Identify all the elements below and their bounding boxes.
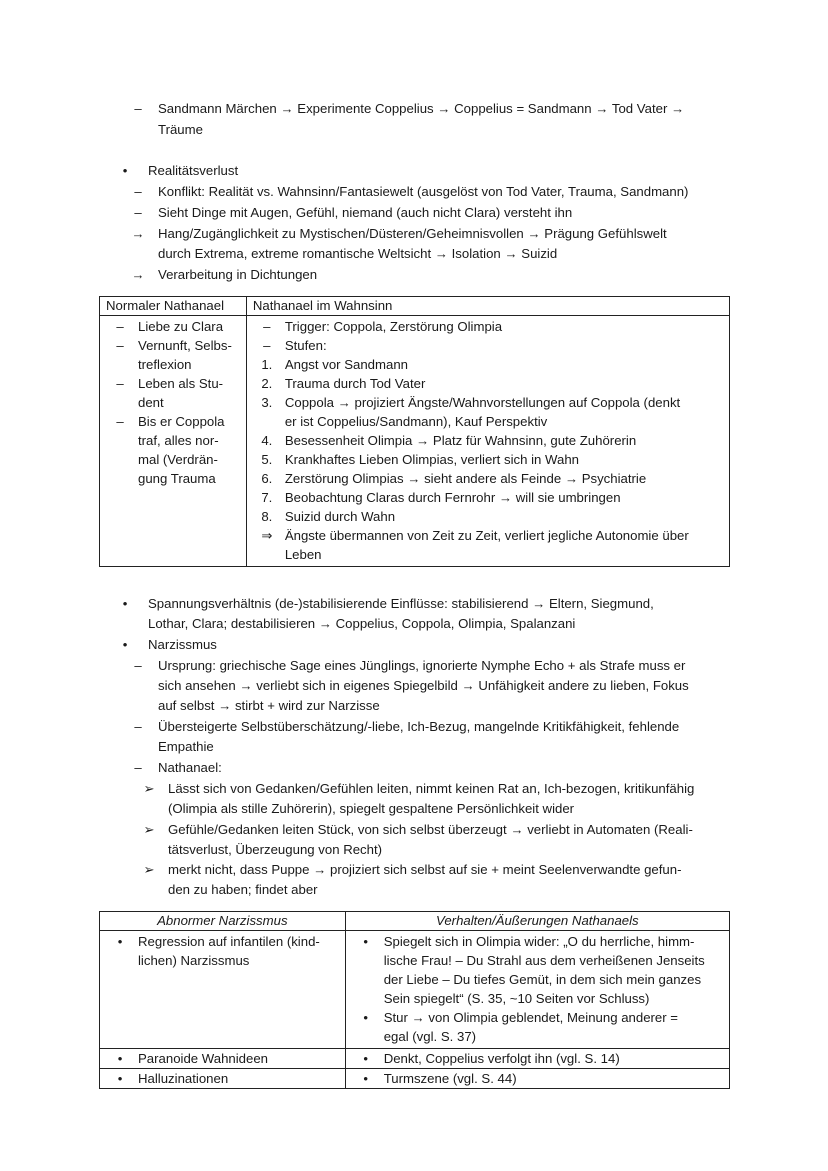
stage-number: 6. (261, 471, 273, 486)
sub-item-cont: tätsverlust, Überzeugung von Recht) (168, 842, 383, 857)
cell-text: Stufen: (284, 338, 327, 353)
list-item: Konflikt: Realität vs. Wahnsinn/Fantasiewelt (ausgelöst von Tod Vater, Trauma, Sandmann) (158, 184, 689, 199)
cell-text: Spiegelt sich in Olimpia wider: „O du herrliche, himm- (383, 934, 695, 949)
dash-marker: – (134, 719, 142, 734)
bullet-marker: • (363, 934, 368, 949)
table-header-row (100, 297, 730, 316)
header-verhalten-nathanaels: Verhalten/Äußerungen Nathanaels (345, 912, 729, 931)
stage-text: Suizid durch Wahn (284, 509, 396, 524)
stage-number: 8. (261, 509, 273, 524)
cell-text: Sein spiegelt“ (S. 35, ~10 Seiten vor Schluss) (383, 991, 650, 1006)
intro-line-2: Träume (158, 122, 203, 137)
sub-item: merkt nicht, dass Puppe → projiziert sich selbst auf sie + meint Seelenverwandte gefun- (168, 862, 682, 877)
cell-right (345, 1049, 729, 1069)
heading-narzissmus: Narzissmus (148, 637, 217, 652)
table-row (100, 931, 730, 1049)
stage-text: Beobachtung Claras durch Fernrohr → will sie umbringen (284, 490, 621, 505)
cell-text: Leben als Stu- (138, 376, 224, 391)
cell-text: lische Frau! – Du Strahl aus dem verheißenen Jenseits (383, 953, 705, 968)
stage-number: 1. (261, 357, 273, 372)
cell-left (100, 1049, 346, 1069)
cell-text: Denkt, Coppelius verfolgt ihn (vgl. S. 14) (383, 1051, 620, 1066)
cell-left (100, 1069, 346, 1089)
cell-text: Liebe zu Clara (138, 319, 224, 334)
conclusion-text: Ängste übermannen von Zeit zu Zeit, verliert jegliche Autonomie über (284, 528, 689, 543)
dash-marker: – (134, 101, 142, 116)
cell-text: Paranoide Wahnideen (138, 1051, 269, 1066)
dash-marker: – (116, 376, 124, 391)
dash-marker: – (263, 319, 271, 334)
arrow-marker-icon: → (131, 226, 145, 241)
cell-text: Trigger: Coppola, Zerstörung Olimpia (284, 319, 503, 334)
stage-number: 5. (261, 452, 273, 467)
table-row (100, 1049, 730, 1069)
sub-item: Gefühle/Gedanken leiten Stück, von sich selbst überzeugt → verliebt in Automaten (Reali- (168, 822, 693, 837)
stage-text: Coppola → projiziert Ängste/Wahnvorstellungen auf Coppola (denkt (284, 395, 681, 410)
dash-marker: – (134, 184, 142, 199)
implies-arrow-icon: ⇒ (261, 528, 273, 543)
cell-text: gung Trauma (138, 471, 216, 486)
cell-left (100, 931, 346, 1049)
cell-right (345, 931, 729, 1049)
ursprung-line: sich ansehen → verliebt sich in eigenes Spiegelbild → Unfähigkeit andere zu lieben, Fokus (158, 678, 689, 693)
spannung-line-2: Lothar, Clara; destabilisieren → Coppelius, Coppola, Olimpia, Spalanzani (148, 616, 576, 631)
selbst-line: Empathie (158, 739, 214, 754)
dash-marker: – (134, 658, 142, 673)
arrow-marker-icon: → (131, 267, 145, 282)
cell-text: Halluzinationen (138, 1071, 229, 1086)
ursprung-line: Ursprung: griechische Sage eines Jünglings, ignorierte Nymphe Echo + als Strafe muss er (158, 658, 686, 673)
stage-number: 2. (261, 376, 273, 391)
stage-text: Krankhaftes Lieben Olimpias, verliert sich in Wahn (284, 452, 580, 467)
table-header-row (100, 912, 730, 931)
table-row (100, 316, 730, 567)
bullet-marker: • (363, 1051, 368, 1066)
nathanael-label: Nathanael: (158, 760, 222, 775)
cell-text: mal (Verdrän- (138, 452, 218, 467)
list-item-cont: durch Extrema, extreme romantische Weltsicht → Isolation → Suizid (158, 246, 558, 261)
cell-text: Bis er Coppola (138, 414, 225, 429)
dash-marker: – (134, 205, 142, 220)
stage-text: Zerstörung Olimpias → sieht andere als Feinde → Psychiatrie (284, 471, 647, 486)
table-row (100, 1069, 730, 1089)
bullet-marker: • (117, 1051, 123, 1066)
arrowhead-bullet-icon: ➢ (143, 822, 155, 837)
ursprung-line: auf selbst → stirbt + wird zur Narzisse (158, 698, 380, 713)
bullet-marker: • (122, 163, 128, 178)
list-item: Sieht Dinge mit Augen, Gefühl, niemand (auch nicht Clara) versteht ihn (158, 205, 573, 220)
dash-marker: – (116, 338, 124, 353)
stage-text: Trauma durch Tod Vater (284, 376, 426, 391)
stage-text: Besessenheit Olimpia → Platz für Wahnsinn, gute Zuhörerin (284, 433, 637, 448)
header-normaler-nathanael: Normaler Nathanael (100, 297, 247, 316)
selbst-line: Übersteigerte Selbstüberschätzung/-liebe, Ich-Bezug, mangelnde Kritikfähigkeit, fehlende (158, 719, 680, 734)
cell-right (345, 1069, 729, 1089)
sub-item: Lässt sich von Gedanken/Gefühlen leiten, nimmt keinen Rat an, Ich-bezogen, kritikunfähig (168, 781, 695, 796)
cell-text: der Liebe – Du tiefes Gemüt, in dem sich mein ganzes (383, 972, 702, 987)
dash-marker: – (116, 319, 124, 334)
conclusion-text-cont: Leben (284, 547, 322, 562)
bullet-marker: • (117, 1071, 123, 1086)
heading-realitaetsverlust: Realitätsverlust (148, 163, 239, 178)
cell-text: treflexion (138, 357, 192, 372)
stage-number: 3. (261, 395, 273, 410)
table-nathanael-zustaende (99, 296, 730, 567)
cell-text: lichen) Narzissmus (138, 953, 250, 968)
dash-marker: – (134, 760, 142, 775)
cell-text: traf, alles nor- (138, 433, 219, 448)
header-abnormer-narzissmus: Abnormer Narzissmus (100, 912, 346, 931)
cell-text: egal (vgl. S. 37) (383, 1029, 477, 1044)
cell-text: Stur → von Olimpia geblendet, Meinung anderer = (383, 1010, 679, 1025)
bullet-marker: • (117, 934, 123, 949)
spannung-line-1: Spannungsverhältnis (de-)stabilisierende Einflüsse: stabilisierend → Eltern, Siegmund, (148, 596, 654, 611)
dash-marker: – (116, 414, 124, 429)
arrowhead-bullet-icon: ➢ (143, 862, 155, 877)
cell-text: Turmszene (vgl. S. 44) (383, 1071, 517, 1086)
header-nathanael-wahnsinn: Nathanael im Wahnsinn (246, 297, 729, 316)
table-narzissmus (99, 911, 730, 1089)
stage-number: 7. (261, 490, 273, 505)
cell-text: Regression auf infantilen (kind- (138, 934, 320, 949)
intro-line-1: Sandmann Märchen → Experimente Coppelius → Coppelius = Sandmann → Tod Vater → (158, 101, 685, 116)
cell-text: Vernunft, Selbs- (138, 338, 232, 353)
arrowhead-bullet-icon: ➢ (143, 781, 155, 796)
dash-marker: – (263, 338, 271, 353)
stage-text: Angst vor Sandmann (284, 357, 409, 372)
stage-text-cont: er ist Coppelius/Sandmann), Kauf Perspektiv (284, 414, 548, 429)
sub-item-cont: (Olimpia als stille Zuhörerin), spiegelt gespaltene Persönlichkeit wider (168, 801, 575, 816)
bullet-marker: • (122, 596, 128, 611)
bullet-marker: • (363, 1010, 368, 1025)
cell-normal (100, 316, 247, 567)
cell-wahnsinn (246, 316, 729, 567)
sub-item-cont: den zu haben; findet aber (168, 882, 318, 897)
bullet-marker: • (122, 637, 128, 652)
stage-number: 4. (261, 433, 273, 448)
list-item: Verarbeitung in Dichtungen (158, 267, 318, 282)
cell-text: dent (138, 395, 164, 410)
list-item: Hang/Zugänglichkeit zu Mystischen/Düsteren/Geheimnisvollen → Prägung Gefühlswelt (158, 226, 667, 241)
bullet-marker: • (363, 1071, 368, 1086)
